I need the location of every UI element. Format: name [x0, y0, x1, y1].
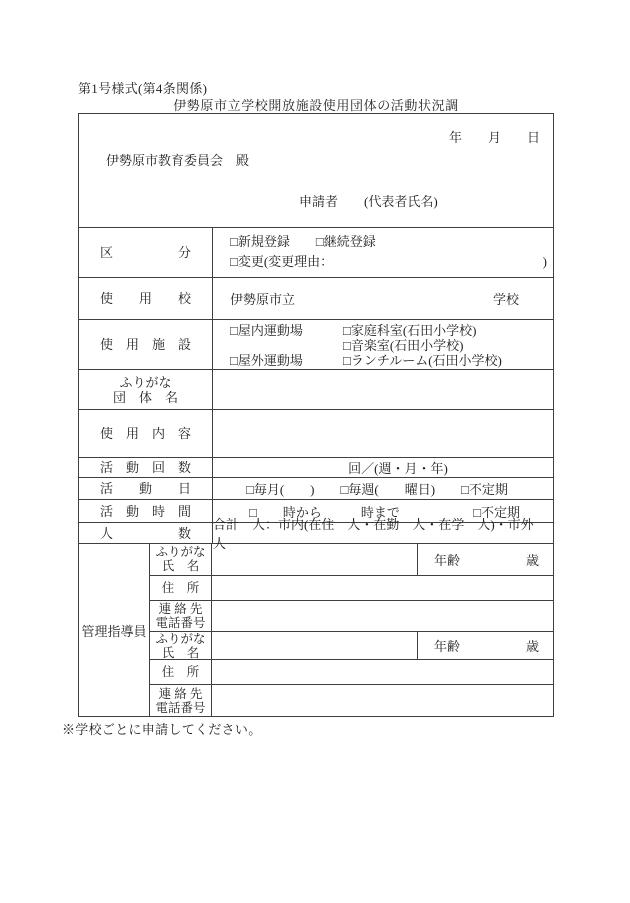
school-suffix: 学校: [492, 292, 519, 307]
manager2-phone-value-cell: [212, 685, 553, 716]
category-change-option: □変更(変更理由：: [230, 254, 334, 269]
activity-time-irregular-option: □不定期: [473, 504, 520, 520]
manager2-name-value-cell: [212, 632, 553, 659]
age-unit-label: 歳: [525, 639, 539, 655]
form-title: 伊勢原市立学校開放施設使用団体の活動状況調: [173, 98, 459, 113]
category-options-line2: [230, 252, 547, 272]
category-label: 区 分: [79, 228, 213, 277]
school-row: [79, 277, 553, 319]
activity-day-label: 活 動 日: [79, 478, 213, 499]
school-value-cell: [213, 278, 553, 319]
kana-label: ふりがな: [155, 631, 206, 646]
kana-label: ふりがな: [155, 545, 206, 560]
contact-label-line1: 連 絡 先: [158, 602, 203, 616]
applicant-line: 申請者 (代表者氏名): [299, 194, 438, 209]
facilities-left-column: [230, 323, 343, 369]
contact-label-line2: 電話番号: [155, 616, 206, 630]
manager2-name-blank: [212, 632, 417, 659]
date-line: 年 月 日: [448, 130, 540, 145]
activity-day-row: [79, 477, 553, 499]
group-name-main-label: 団 体 名: [112, 389, 178, 405]
activity-day-options: □毎月( ) □毎週( 曜日) □不定期: [246, 482, 508, 497]
members-value: 合計 人：市内(在住 人・在勤 人・在学 人)・市外 人: [213, 517, 547, 551]
form-number: 第1号様式(第4条関係): [78, 81, 208, 96]
facilities-right-column: [343, 323, 502, 369]
facility-option: □ランチルーム(石田小学校): [343, 353, 502, 368]
addressee-line: 伊勢原市教育委員会 殿: [106, 153, 250, 168]
facility-option: □家庭科室(石田小学校): [343, 323, 477, 338]
school-label: 使 用 校: [79, 278, 213, 319]
application-form-table: [78, 113, 554, 717]
manager1-address-label: 住 所: [150, 576, 212, 600]
manager-section-label: 管理指導員: [79, 544, 150, 716]
manager1-name-value-cell: [212, 544, 553, 575]
manager2-phone-row: [150, 684, 553, 716]
frequency-row: [79, 457, 553, 477]
facilities-row: [79, 319, 553, 369]
school-prefix: 伊勢原市立: [230, 292, 296, 307]
manager1-address-value-cell: [212, 576, 553, 600]
contact-label-line1: 連 絡 先: [158, 686, 203, 701]
footnote: ※学校ごとに申請してください。: [62, 722, 262, 737]
manager1-phone-value-cell: [212, 601, 553, 632]
manager1-age-cell: [417, 544, 553, 575]
frequency-value: 回／(週・月・年): [348, 461, 448, 476]
contact-label-line2: 電話番号: [155, 700, 206, 715]
name-label: 氏 名: [161, 645, 200, 660]
group-name-value-cell: [213, 370, 553, 409]
manager2-address-row: [150, 659, 553, 684]
facility-spacer: [230, 338, 343, 353]
manager1-name-blank: [212, 544, 417, 575]
group-name-label: [79, 370, 213, 409]
manager2-address-value-cell: [212, 660, 553, 684]
facility-option: □屋内運動場: [230, 323, 303, 338]
usage-value-cell: [213, 410, 553, 457]
manager-section: [79, 543, 553, 716]
category-value-cell: [213, 228, 553, 277]
age-label: 年齢: [434, 639, 461, 655]
activity-time-range: □ 時から 時まで: [249, 504, 400, 520]
manager1-name-row: [150, 544, 553, 575]
category-options-line1: □新規登録 □継続登録: [230, 234, 376, 249]
facilities-value-cell: [213, 320, 553, 369]
manager1-address-row: [150, 575, 553, 600]
activity-time-label: 活 動 時 間: [79, 500, 213, 522]
manager-rows: [150, 544, 553, 716]
manager1-phone-row: [150, 600, 553, 632]
usage-row: [79, 409, 553, 457]
frequency-label: 活 動 回 数: [79, 458, 213, 477]
category-change-close-paren: ): [542, 254, 547, 269]
age-label: 年齢: [434, 552, 461, 568]
manager2-address-label: 住 所: [150, 660, 212, 684]
group-name-kana-label: ふりがな: [119, 374, 172, 390]
manager1-phone-label: [150, 601, 212, 632]
name-label: 氏 名: [161, 559, 200, 574]
members-row: [79, 517, 553, 551]
manager2-age-cell: [417, 632, 553, 659]
manager1-name-label: [150, 544, 212, 575]
group-name-row: [79, 369, 553, 409]
usage-label: 使 用 内 容: [79, 410, 213, 457]
category-row: [79, 227, 553, 277]
manager2-name-label: [150, 632, 212, 659]
manager2-phone-label: [150, 685, 212, 716]
age-unit-label: 歳: [525, 552, 539, 568]
facilities-label: 使 用 施 設: [79, 320, 213, 369]
members-label: 人 数: [79, 523, 213, 543]
facility-option: □屋外運動場: [230, 353, 303, 368]
facility-option: □音楽室(石田小学校): [343, 338, 464, 353]
manager2-name-row: [150, 631, 553, 659]
form-header-cell: [79, 114, 553, 227]
